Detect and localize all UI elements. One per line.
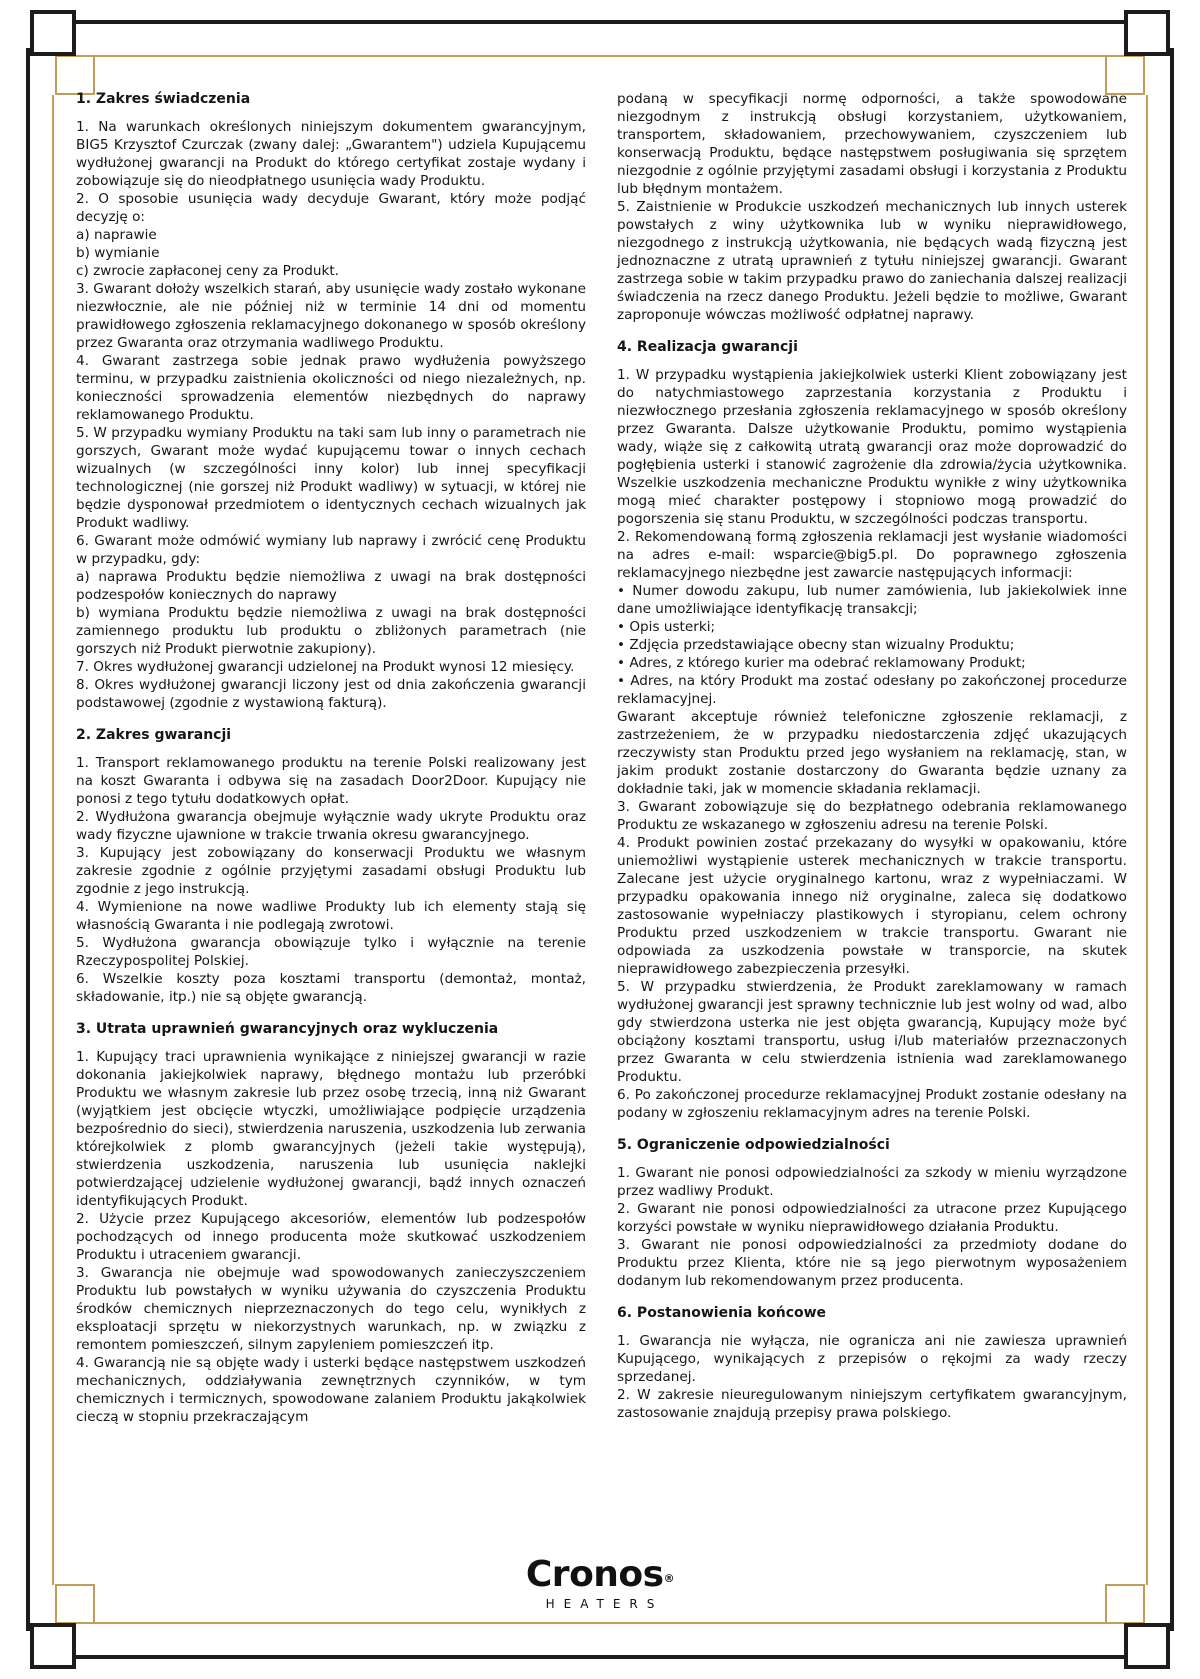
paragraph: 5. Wydłużona gwarancja obowiązuje tylko i wyłącznie na terenie Rzeczypospolitej Polskiej. [76, 935, 586, 969]
section-heading: 5. Ograniczenie odpowiedzialności [617, 1137, 890, 1153]
paragraph: 3. Gwarant nie ponosi odpowiedzialności za przedmioty dodane do Produktu przez Klienta, które nie są jego pierwotnym wyposażeniem dodanym lub rekomendowanym przez producenta. [617, 1237, 1127, 1289]
paragraph: 2. Użycie przez Kupującego akcesoriów, elementów lub podzespołów pochodzących od innego producenta może skutkować uszkodzeniem Produktu i utraceniem gwarancji. [76, 1211, 586, 1263]
left-column [76, 84, 586, 1426]
frame-left [26, 48, 30, 1631]
logo-registered-mark: ® [663, 1572, 675, 1585]
frame-bottom [48, 1655, 1152, 1659]
paragraph: 2. Wydłużona gwarancja obejmuje wyłącznie wady ukryte Produktu oraz wady fizyczne ujawnione w trakcie trwania okresu gwarancyjnego. [76, 809, 586, 843]
paragraph: • Adres, z którego kurier ma odebrać reklamowany Produkt; [617, 655, 1026, 671]
paragraph: 5. Zaistnienie w Produkcie uszkodzeń mechanicznych lub innych usterek powstałych z winy użytkownika lub w wyniku nieprawidłowego, niezgodnego z instrukcją użytkowania, nie będących wadą fizyczną jest jednoznaczne z utratą uprawnień z tytułu niniejszej gwarancji. Gwarant zastrzega sobie w takim przypadku prawo do zaniechania dalszej realizacji świadczenia na rzecz danego Produktu. Jeżeli będzie to możliwe, Gwarant zaproponuje wówczas możliwość odpłatnej naprawy. [617, 199, 1127, 323]
gold-line-bottom [95, 1622, 1105, 1624]
frame-right [1170, 48, 1174, 1631]
paragraph: 6. Wszelkie koszty poza kosztami transportu (demontaż, montaż, składowanie, itp.) nie są objęte gwarancją. [76, 971, 586, 1005]
gold-line-top [95, 55, 1105, 57]
paragraph: a) naprawa Produktu będzie niemożliwa z uwagi na brak dostępności podzespołów koniecznych do naprawy [76, 569, 586, 603]
paragraph: 4. Gwarant zastrzega sobie jednak prawo wydłużenia powyższego terminu, w przypadku zaistnienia okoliczności od niego niezależnych, np. konieczności sprowadzenia elementów niezbędnych do naprawy reklamowanego Produktu. [76, 353, 586, 423]
paragraph: 3. Gwarant zobowiązuje się do bezpłatnego odebrania reklamowanego Produktu ze wskazanego w zgłoszeniu adresu na terenie Polski. [617, 799, 1127, 833]
paragraph: c) zwrocie zapłaconej ceny za Produkt. [76, 263, 339, 279]
gold-line-right [1146, 95, 1148, 1585]
paragraph: 8. Okres wydłużonej gwarancji liczony jest od dnia zakończenia gwarancji podstawowej (zgodnie z wystawioną fakturą). [76, 677, 586, 711]
corner-square-bl [30, 1623, 76, 1669]
paragraph: 6. Gwarant może odmówić wymiany lub naprawy i zwrócić cenę Produktu w przypadku, gdy: [76, 533, 586, 567]
paragraph: 4. Gwarancją nie są objęte wady i usterki będące następstwem uszkodzeń mechanicznych, oddziaływania zewnętrznych czynników, w tym chemicznych i termicznych, spowodowane zalaniem Produktu jakąkolwiek cieczą w stopniu przekraczającym [76, 1355, 586, 1425]
paragraph: 1. Gwarant nie ponosi odpowiedzialności za szkody w mieniu wyrządzone przez wadliwy Produkt. [617, 1165, 1127, 1199]
cronos-logo [0, 1555, 1200, 1611]
paragraph: 6. Po zakończonej procedurze reklamacyjnej Produkt zostanie odesłany na podany w zgłoszeniu reklamacyjnym adres na terenie Polski. [617, 1087, 1127, 1121]
corner-gold-tr [1105, 55, 1145, 95]
section-heading: 2. Zakres gwarancji [76, 727, 232, 743]
right-column [617, 90, 1127, 1422]
frame-top [48, 20, 1152, 24]
paragraph: 2. Gwarant nie ponosi odpowiedzialności za utracone przez Kupującego korzyści powstałe w wyniku nieprawidłowego działania Produktu. [617, 1201, 1127, 1235]
corner-square-br [1124, 1623, 1170, 1669]
paragraph: 2. W zakresie nieuregulowanym niniejszym certyfikatem gwarancyjnym, zastosowanie znajdują przepisy prawa polskiego. [617, 1387, 1127, 1421]
paragraph: 5. W przypadku stwierdzenia, że Produkt zareklamowany w ramach wydłużonej gwarancji jest sprawny technicznie lub jest wolny od wad, albo gdy stwierdzona usterka nie jest objęta gwarancją, Kupujący może być obciążony kosztami transportu, usług i/lub materiałów przeznaczonych przez Gwaranta w celu stwierdzenia istnienia wad zareklamowanego Produktu. [617, 979, 1127, 1085]
paragraph: • Opis usterki; [617, 619, 716, 635]
paragraph: 2. Rekomendowaną formą zgłoszenia reklamacji jest wysłanie wiadomości na adres e-mail: wsparcie@big5.pl. Do poprawnego zgłoszenia reklamacyjnego niezbędne jest zawarcie następujących informacji: [617, 529, 1127, 581]
paragraph: b) wymiana Produktu będzie niemożliwa z uwagi na brak dostępności zamiennego produktu lub produktu o zbliżonych parametrach (nie gorszych niż Produkt pierwotnie zakupiony). [76, 605, 586, 657]
paragraph: 1. Kupujący traci uprawnienia wynikające z niniejszej gwarancji w razie dokonania jakiejkolwiek naprawy, błędnego montażu lub przeróbki Produktu we własnym zakresie lub przez osobę trzecią, inną niż Gwarant (wyjątkiem jest obcięcie wtyczki, umożliwiające podpięcie urządzenia bezpośrednio do sieci), stwierdzenia naruszenia, uszkodzenia lub zerwania którejkolwiek z plomb gwarancyjnych (jeżeli takie występują), stwierdzenia uszkodzenia, naruszenia lub usunięcia naklejki potwierdzającej udzielenie wydłużonej gwarancji, bądź innych oznaczeń identyfikujących Produkt. [76, 1049, 586, 1209]
paragraph: • Zdjęcia przedstawiające obecny stan wizualny Produktu; [617, 637, 1015, 653]
paragraph: • Numer dowodu zakupu, lub numer zamówienia, lub jakiekolwiek inne dane umożliwiające identyfikację transakcji; [617, 583, 1127, 617]
section-heading: 3. Utrata uprawnień gwarancyjnych oraz wykluczenia [76, 1021, 499, 1037]
paragraph: podaną w specyfikacji normę odporności, a także spowodowane niezgodnym z instrukcją obsługi korzystaniem, użytkowaniem, transportem, składowaniem, przechowywaniem, czyszczeniem lub konserwacją Produktu, będące następstwem posługiwania się sprzętem niezgodnie z ogólnie przyjętymi zasadami obsługi i korzystania z Produktu lub błędnym montażem. [617, 91, 1127, 197]
paragraph: 3. Kupujący jest zobowiązany do konserwacji Produktu we własnym zakresie zgodnie z ogólnie przyjętymi zasadami obsługi Produktu lub zgodnie z jego instrukcją. [76, 845, 586, 897]
paragraph: 4. Wymienione na nowe wadliwe Produkty lub ich elementy stają się własnością Gwaranta i nie podlegają zwrotowi. [76, 899, 586, 933]
corner-square-tl [30, 10, 76, 56]
paragraph: • Adres, na który Produkt ma zostać odesłany po zakończonej procedurze reklamacyjnej. [617, 673, 1127, 707]
section-heading: 6. Postanowienia końcowe [617, 1305, 827, 1321]
paragraph: Gwarant akceptuje również telefoniczne zgłoszenie reklamacji, z zastrzeżeniem, że w przypadku niedostarczenia zdjęć ukazujących rzeczywisty stan Produktu przed jego wysłaniem na reklamację, stan, w jakim produkt zostanie dostarczony do Gwaranta będzie uznany za dokładnie taki, jak w momencie składania reklamacji. [617, 709, 1127, 797]
logo-name: Cronos [525, 1554, 664, 1595]
paragraph: 1. W przypadku wystąpienia jakiejkolwiek usterki Klient zobowiązany jest do natychmiastowego zaprzestania korzystania z Produktu i niezwłocznego przesłania zgłoszenia reklamacyjnego w sposób określony przez Gwaranta. Dalsze użytkowanie Produktu, pomimo wystąpienia wady, wiąże się z całkowitą utratą gwarancji oraz może doprowadzić do pogłębienia usterki i stanowić zagrożenie dla zdrowia/życia użytkownika. Wszelkie uszkodzenia mechaniczne Produktu wynikłe z winy użytkownika mogą mieć charakter postępowy i stopniowo mogą prowadzić do pogorszenia się stanu Produktu, w szczególności podczas transportu. [617, 367, 1127, 527]
paragraph: a) naprawie [76, 227, 157, 243]
paragraph: 4. Produkt powinien zostać przekazany do wysyłki w opakowaniu, które uniemożliwi wystąpienie usterek mechanicznych w trakcie transportu. Zalecane jest użycie oryginalnego kartonu, wraz z wypełniaczami. W przypadku opakowania innego niż oryginalne, zaleca się dodatkowo zastosowanie wypełniaczy plastikowych i styropianu, celem ochrony Produktu przed uszkodzeniem w trakcie transportu. Gwarant nie odpowiada za uszkodzenia powstałe w transporcie, na skutek nieprawidłowego zabezpieczenia przesyłki. [617, 835, 1127, 977]
paragraph: 2. O sposobie usunięcia wady decyduje Gwarant, który może podjąć decyzję o: [76, 191, 586, 225]
section-heading: 4. Realizacja gwarancji [617, 339, 798, 355]
paragraph: 5. W przypadku wymiany Produktu na taki sam lub inny o parametrach nie gorszych, Gwarant może wydać kupującemu towar o innych cechach wizualnych (w szczególności inny kolor) lub innej specyfikacji technologicznej (nie gorszej niż Produkt wadliwy) w sytuacji, w której nie będzie dysponował przedmiotem o identycznych cechach wizualnych jak Produkt wadliwy. [76, 425, 586, 531]
paragraph: 1. Transport reklamowanego produktu na terenie Polski realizowany jest na koszt Gwaranta i odbywa się na zasadach Door2Door. Kupujący nie ponosi z tego tytułu dodatkowych opłat. [76, 755, 586, 807]
logo-subtitle: HEATERS [545, 1597, 664, 1611]
paragraph: 3. Gwarant dołoży wszelkich starań, aby usunięcie wady zostało wykonane niezwłocznie, ale nie później niż w terminie 14 dni od momentu prawidłowego zgłoszenia reklamacyjnego dokonanego w sposób określony przez Gwaranta oraz otrzymania wadliwego Produktu. [76, 281, 586, 351]
paragraph: 7. Okres wydłużonej gwarancji udzielonej na Produkt wynosi 12 miesięcy. [76, 659, 575, 675]
paragraph: 1. Gwarancja nie wyłącza, nie ogranicza ani nie zawiesza uprawnień Kupującego, wynikających z przepisów o rękojmi za wady rzeczy sprzedanej. [617, 1333, 1127, 1385]
paragraph: 3. Gwarancja nie obejmuje wad spowodowanych zanieczyszczeniem Produktu lub powstałych w wyniku używania do czyszczenia Produktu środków chemicznych nieprzeznaczonych do tego celu, wynikłych z eksploatacji sprzętu w niekorzystnych warunkach, np. w związku z remontem pomieszczeń, silnym zapyleniem pomieszczeń itp. [76, 1265, 586, 1353]
section-heading: 1. Zakres świadczenia [76, 91, 251, 107]
corner-square-tr [1124, 10, 1170, 56]
gold-line-left [52, 95, 54, 1585]
paragraph: 1. Na warunkach określonych niniejszym dokumentem gwarancyjnym, BIG5 Krzysztof Czurczak (zwany dalej: „Gwarantem") udziela Kupującemu wydłużonej gwarancji na Produkt do którego certyfikat zostaje wydany i zobowiązuje się do nieodpłatnego usunięcia wady Produktu. [76, 119, 586, 189]
paragraph: b) wymianie [76, 245, 160, 261]
